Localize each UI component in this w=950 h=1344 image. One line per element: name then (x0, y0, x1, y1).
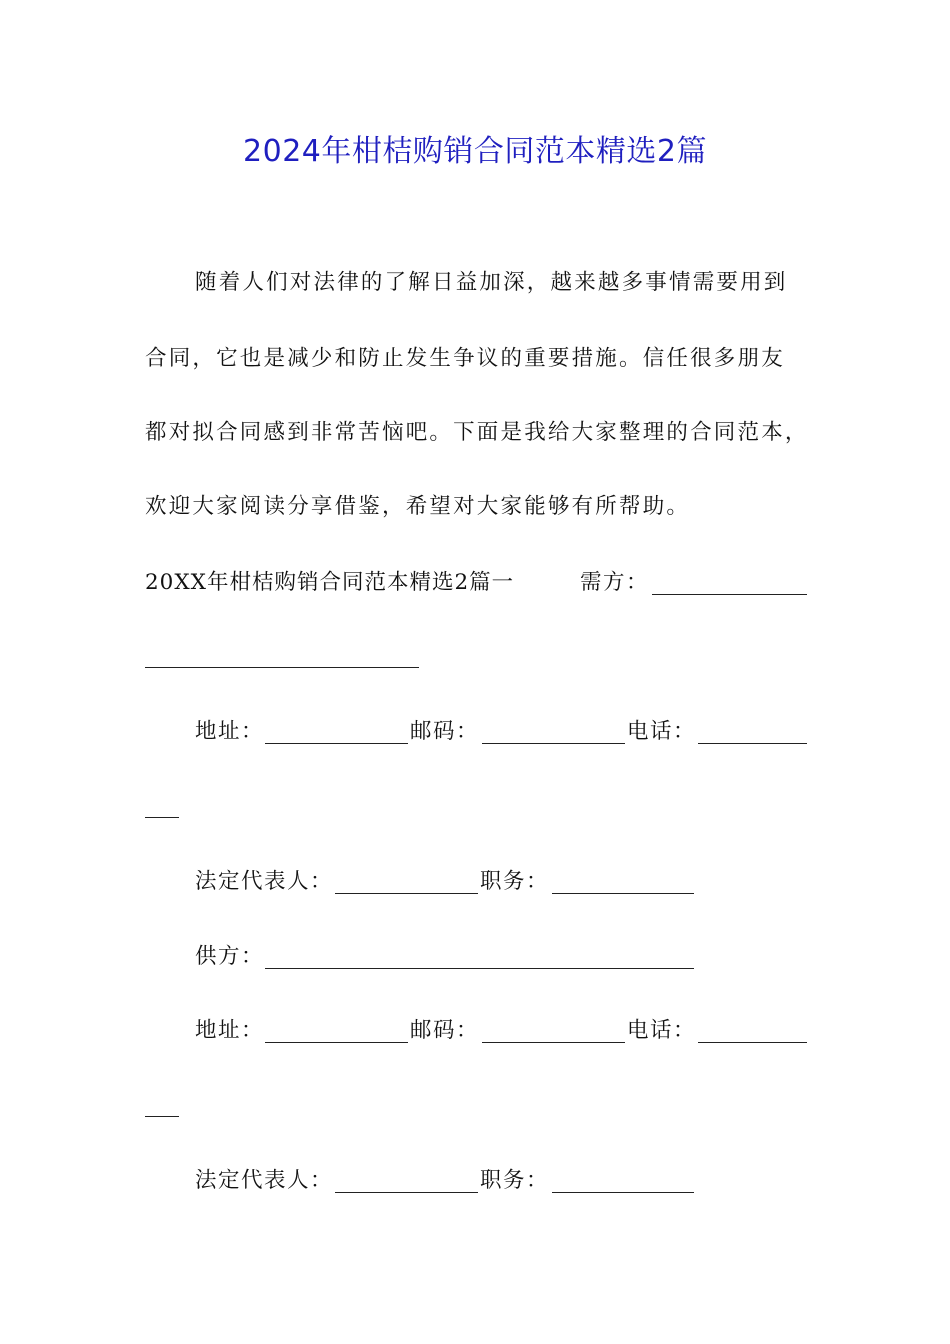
buyer-position-label: 职务： (480, 869, 550, 894)
seller-postcode-blank (482, 1042, 625, 1043)
buyer-label: 需方： (580, 570, 650, 595)
seller-legal-rep-label: 法定代表人： (195, 1168, 334, 1193)
seller-address-label: 地址： (195, 1018, 265, 1043)
seller-position-blank (552, 1192, 694, 1193)
buyer-position-blank (552, 893, 694, 894)
buyer-postcode-blank (482, 743, 625, 744)
seller-phone-blank (698, 1042, 807, 1043)
buyer-phone-blank-continued (145, 817, 179, 818)
buyer-phone-blank (698, 743, 807, 744)
intro-line-4: 欢迎大家阅读分享借鉴，希望对大家能够有所帮助。 (145, 494, 691, 519)
seller-address-blank (265, 1042, 408, 1043)
intro-line-3: 都对拟合同感到非常苦恼吧。下面是我给大家整理的合同范本， (145, 420, 809, 445)
seller-legal-rep-blank (335, 1192, 478, 1193)
buyer-legal-rep-blank (335, 893, 478, 894)
seller-postcode-label: 邮码： (410, 1018, 480, 1043)
seller-phone-blank-continued (145, 1116, 179, 1117)
seller-phone-label: 电话： (627, 1018, 697, 1043)
document-title: 2024年柑桔购销合同范本精选2篇 (243, 134, 707, 169)
section-heading: 20XX年柑桔购销合同范本精选2篇一 (145, 570, 515, 595)
buyer-blank (652, 594, 807, 595)
seller-label: 供方： (195, 944, 265, 969)
buyer-blank-continued (145, 667, 419, 668)
buyer-phone-label: 电话： (627, 719, 697, 744)
intro-line-2: 合同，它也是减少和防止发生争议的重要措施。信任很多朋友 (145, 346, 785, 371)
intro-line-1: 随着人们对法律的了解日益加深，越来越多事情需要用到 (195, 270, 788, 295)
buyer-address-blank (265, 743, 408, 744)
seller-position-label: 职务： (480, 1168, 550, 1193)
buyer-address-label: 地址： (195, 719, 265, 744)
buyer-legal-rep-label: 法定代表人： (195, 869, 334, 894)
seller-blank (265, 968, 694, 969)
buyer-postcode-label: 邮码： (410, 719, 480, 744)
